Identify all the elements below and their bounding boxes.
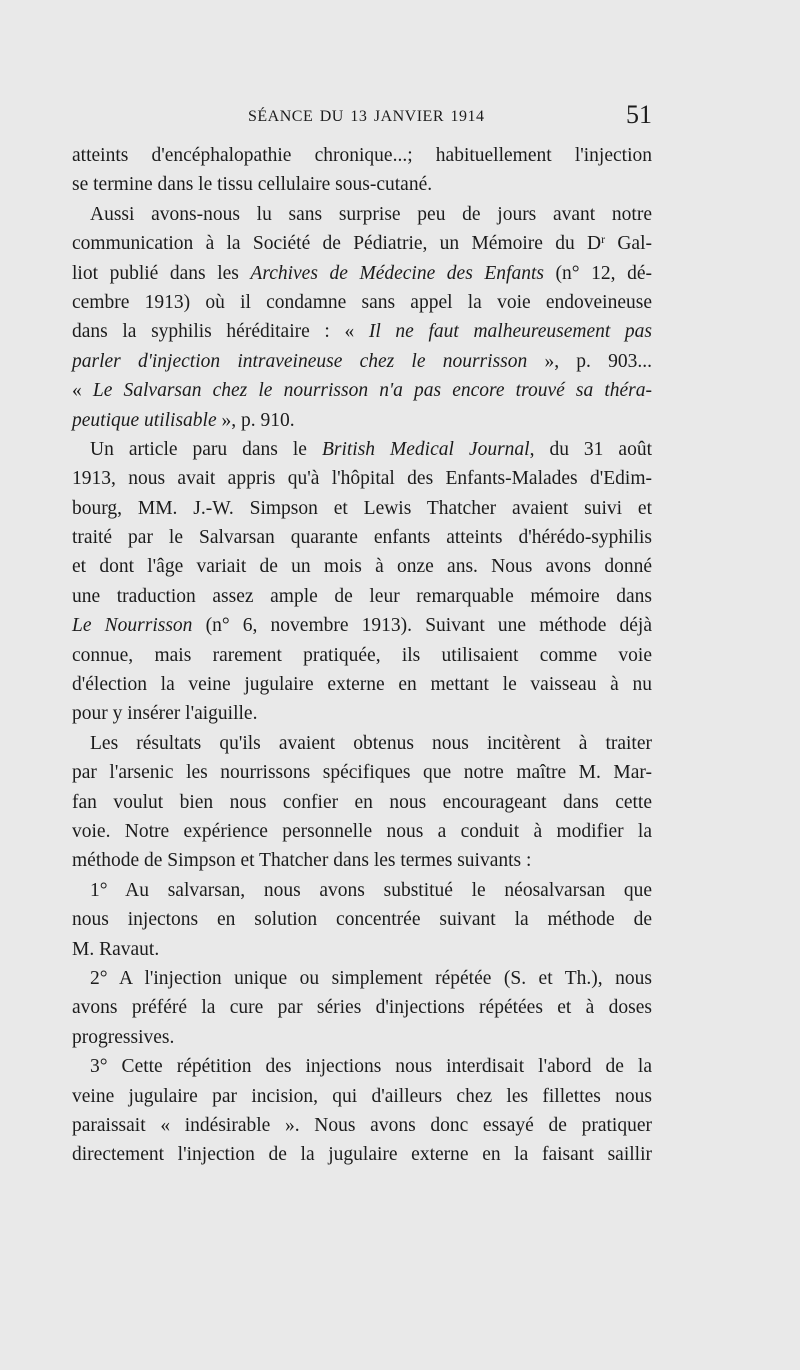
text-segment: cembre 1913) où il condamne sans appel la voie endoveineuse — [72, 291, 652, 313]
text-line — [72, 670, 652, 699]
text-line — [72, 141, 652, 170]
body-text — [72, 141, 652, 1170]
italic-text: Archives de Médecine des Enfants — [250, 262, 544, 284]
text-line — [72, 935, 652, 964]
italic-text: Le Salvarsan chez le nourrisson n'a pas encore trouvé sa théra- — [92, 380, 653, 402]
text-segment: », p. 903... — [527, 350, 653, 372]
text-segment: et dont l'âge variait de un mois à onze ans. Nous avons donné — [72, 556, 652, 578]
text-segment: , du 31 août — [529, 438, 652, 460]
text-line — [72, 729, 652, 758]
text-line — [72, 288, 652, 317]
text-segment: atteints d'encéphalopathie chronique...; habituellement l'injection — [72, 145, 652, 166]
text-segment: Gal- — [605, 233, 653, 255]
text-line — [72, 905, 652, 934]
page-header — [72, 100, 652, 134]
italic-text: Il ne faut malheureusement pas — [368, 321, 652, 343]
text-segment: 1° Au salvarsan, nous avons substitué le néosalvarsan que — [90, 879, 652, 901]
text-line — [72, 817, 652, 846]
text-line — [72, 993, 652, 1022]
text-line — [72, 1023, 652, 1052]
text-line — [72, 582, 652, 611]
text-segment: liot publié dans les — [72, 262, 251, 284]
text-segment: traité par le Salvarsan quarante enfants atteints d'hérédo-syphilis — [72, 527, 652, 549]
text-segment: connue, mais rarement pratiquée, ils utilisaient comme voie — [72, 644, 652, 666]
text-line — [72, 170, 652, 199]
text-segment: M. Ravaut. — [72, 938, 160, 960]
page-number: 51 — [626, 100, 652, 129]
text-segment: bourg, MM. J.-W. Simpson et Lewis Thatcher avaient suivi et — [72, 497, 652, 519]
text-line — [72, 317, 652, 346]
text-line — [72, 200, 652, 229]
text-segment: (n° 6, novembre 1913). Suivant une méthode déjà — [192, 615, 653, 637]
text-line — [72, 229, 652, 258]
running-title: SÉANCE DU 13 JANVIER 1914 — [248, 108, 485, 125]
text-line — [72, 1052, 652, 1081]
text-segment: voie. Notre expérience personnelle nous a conduit à modifier la — [72, 820, 652, 842]
text-line — [72, 1082, 652, 1111]
text-segment: Un article paru dans le — [90, 438, 322, 460]
text-segment: directement l'injection de la jugulaire externe en la faisant saillir — [72, 1144, 652, 1166]
text-line — [72, 523, 652, 552]
text-segment: 2° A l'injection unique ou simplement répétée (S. et Th.), nous — [90, 967, 652, 989]
text-line — [72, 1140, 652, 1169]
text-line — [72, 641, 652, 670]
text-segment: une traduction assez ample de leur remarquable mémoire dans — [72, 585, 652, 607]
text-line — [72, 611, 652, 640]
text-line — [72, 876, 652, 905]
text-line — [72, 347, 652, 376]
text-segment: 1913, nous avait appris qu'à l'hôpital des Enfants-Malades d'Edim- — [72, 468, 652, 490]
text-line — [72, 788, 652, 817]
text-segment: Aussi avons-nous lu sans surprise peu de jours avant notre — [90, 203, 652, 225]
text-line — [72, 758, 652, 787]
text-line — [72, 494, 652, 523]
text-segment: progressives. — [72, 1026, 175, 1048]
text-line — [72, 699, 652, 728]
text-line — [72, 406, 652, 435]
text-line — [72, 376, 652, 405]
text-segment: 3° Cette répétition des injections nous interdisait l'abord de la — [90, 1056, 652, 1078]
superscript-text: r — [601, 232, 606, 247]
text-segment: méthode de Simpson et Thatcher dans les termes suivants : — [72, 850, 532, 872]
text-segment: pour y insérer l'aiguille. — [72, 703, 258, 725]
italic-text: parler d'injection intraveineuse chez le nourrisson — [72, 350, 528, 372]
text-segment: », p. 910. — [216, 409, 295, 431]
text-line — [72, 1111, 652, 1140]
text-line — [72, 846, 652, 875]
text-segment: paraissait « indésirable ». Nous avons donc essayé de pratiquer — [72, 1114, 652, 1136]
text-line — [72, 259, 652, 288]
text-segment: se termine dans le tissu cellulaire sous-cutané. — [72, 174, 433, 196]
text-line — [72, 464, 652, 493]
text-segment: (n° 12, dé- — [543, 262, 652, 284]
text-segment: par l'arsenic les nourrissons spécifiques que notre maître M. Mar- — [72, 762, 652, 784]
text-segment: communication à la Société de Pédiatrie, un Mémoire du D — [72, 233, 602, 255]
text-line — [72, 552, 652, 581]
text-line — [72, 435, 652, 464]
text-segment: Les résultats qu'ils avaient obtenus nous incitèrent à traiter — [90, 732, 652, 754]
text-segment: dans la syphilis héréditaire : « — [72, 321, 369, 343]
text-segment: fan voulut bien nous confier en nous encourageant dans cette — [72, 791, 652, 813]
text-segment: « — [72, 380, 93, 402]
italic-text: peutique utilisable — [72, 409, 217, 431]
text-segment: avons préféré la cure par séries d'injections répétées et à doses — [72, 997, 652, 1019]
italic-text: Le Nourrisson — [72, 615, 193, 637]
text-segment: nous injectons en solution concentrée suivant la méthode de — [72, 909, 652, 931]
text-line — [72, 964, 652, 993]
italic-text: British Medical Journal — [321, 438, 530, 460]
text-segment: d'élection la veine jugulaire externe en mettant le vaisseau à nu — [72, 674, 652, 696]
text-segment: veine jugulaire par incision, qui d'ailleurs chez les fillettes nous — [72, 1085, 652, 1107]
